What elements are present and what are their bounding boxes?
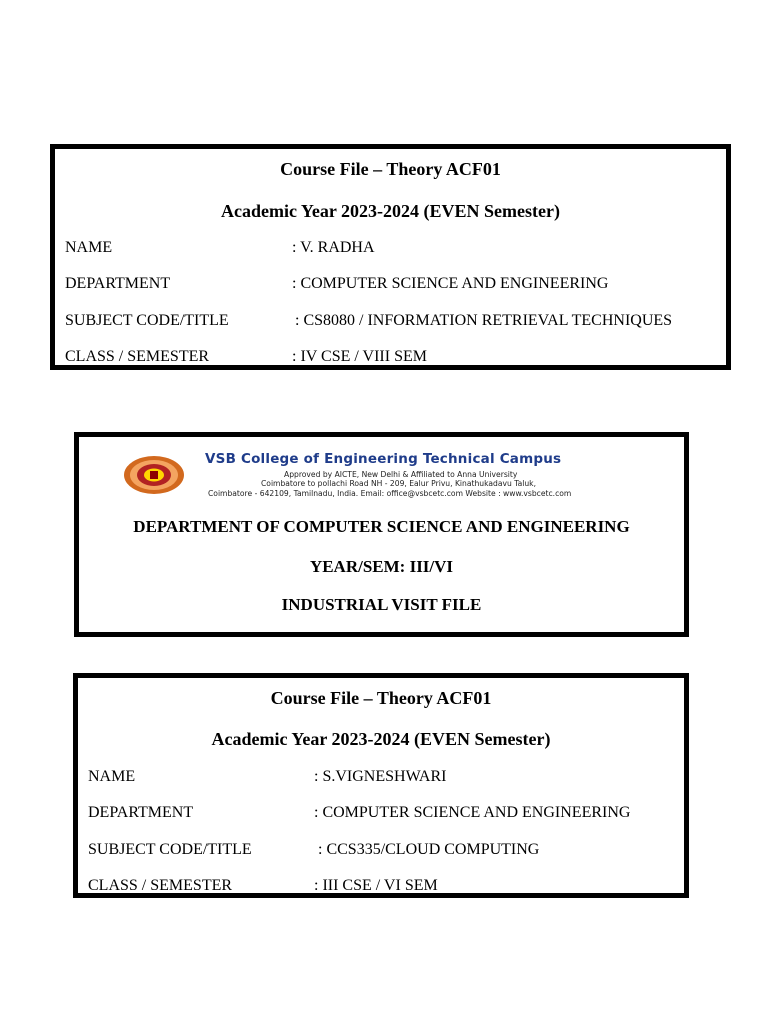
name-value: : S.VIGNESHWARI bbox=[314, 768, 447, 785]
file-title: INDUSTRIAL VISIT FILE bbox=[281, 595, 482, 614]
class-label: CLASS / SEMESTER bbox=[88, 877, 233, 894]
course-file-title: Course File – Theory ACF01 bbox=[270, 688, 492, 708]
college-logo-icon bbox=[123, 455, 185, 495]
course-file-card-2 bbox=[73, 673, 689, 898]
college-contact: Coimbatore - 642109, Tamilnadu, India. Email: office@vsbcetc.com Website : www.vsbcetc.com bbox=[208, 489, 572, 498]
college-address: Coimbatore to pollachi Road NH - 209, Ealur Privu, Kinathukadavu Taluk, bbox=[261, 479, 536, 488]
name-label: NAME bbox=[65, 239, 113, 256]
name-label: NAME bbox=[88, 768, 136, 785]
course-file-card-1 bbox=[50, 144, 731, 370]
academic-year: Academic Year 2023-2024 (EVEN Semester) bbox=[221, 201, 560, 221]
college-letterhead bbox=[79, 449, 684, 501]
class-value: : III CSE / VI SEM bbox=[314, 877, 438, 894]
course-file-title: Course File – Theory ACF01 bbox=[280, 159, 501, 179]
year-sem: YEAR/SEM: III/VI bbox=[309, 557, 454, 576]
college-name: VSB College of Engineering Technical Campus bbox=[205, 451, 562, 467]
department-label: DEPARTMENT bbox=[88, 804, 194, 821]
academic-year: Academic Year 2023-2024 (EVEN Semester) bbox=[211, 729, 551, 749]
college-approval: Approved by AICTE, New Delhi & Affiliated to Anna University bbox=[284, 470, 518, 479]
department-value: : COMPUTER SCIENCE AND ENGINEERING bbox=[314, 804, 631, 821]
name-value: : V. RADHA bbox=[292, 239, 375, 256]
department-label: DEPARTMENT bbox=[65, 275, 171, 292]
subject-label: SUBJECT CODE/TITLE bbox=[88, 841, 252, 858]
department-heading: DEPARTMENT OF COMPUTER SCIENCE AND ENGINEERING bbox=[133, 517, 630, 536]
subject-value: : CCS335/CLOUD COMPUTING bbox=[318, 841, 540, 858]
class-value: : IV CSE / VIII SEM bbox=[292, 348, 427, 365]
industrial-visit-card bbox=[74, 432, 689, 637]
class-label: CLASS / SEMESTER bbox=[65, 348, 210, 365]
subject-value: : CS8080 / INFORMATION RETRIEVAL TECHNIQUES bbox=[295, 312, 673, 329]
department-value: : COMPUTER SCIENCE AND ENGINEERING bbox=[292, 275, 609, 292]
subject-label: SUBJECT CODE/TITLE bbox=[65, 312, 229, 329]
